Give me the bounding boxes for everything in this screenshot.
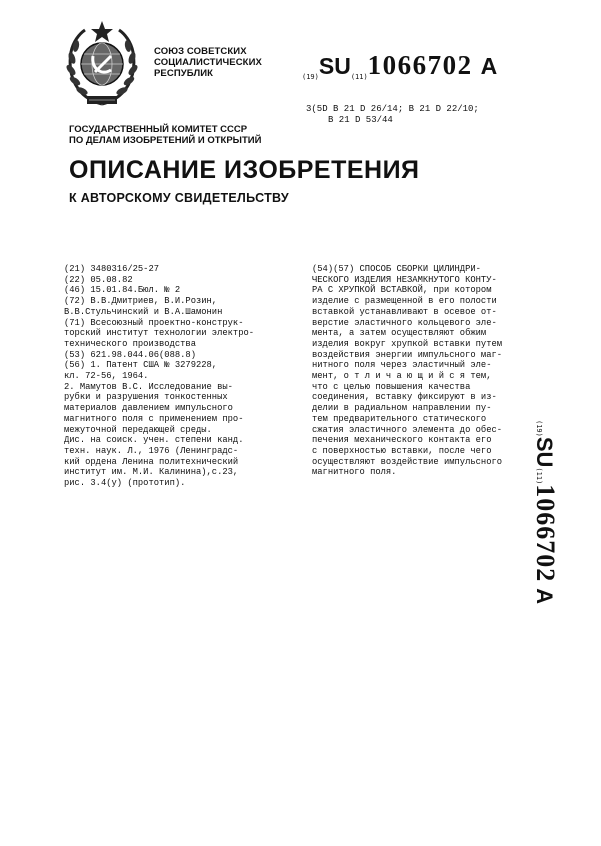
country-code: SU <box>318 53 351 79</box>
text-line: техн. наук. Л., 1976 (Ленинградс- <box>64 445 239 456</box>
text-line: (53) 621.98.044.06(088.8) <box>64 349 196 360</box>
committee-name <box>69 124 261 146</box>
text-line: изделие с размещенной в его полости <box>312 296 497 307</box>
document-title: ОПИСАНИЕ ИЗОБРЕТЕНИЯ <box>69 156 420 184</box>
state-line: СОЮЗ СОВЕТСКИХ <box>154 46 247 57</box>
text-line: с поверхностью вставки, после чего <box>312 445 492 456</box>
text-line: межуточной передающей среды. <box>64 424 212 435</box>
text-line: магнитного поля. <box>312 467 397 478</box>
text-line: соединения, вставку фиксируют в из- <box>312 392 497 403</box>
text-line: Дис. на соиск. учен. степени канд. <box>64 435 244 446</box>
state-name <box>154 46 262 79</box>
text-line: (54)(57) СПОСОБ СБОРКИ ЦИЛИНДРИ- <box>312 264 481 274</box>
text-line: (56) 1. Патент США № 3279228, <box>64 360 218 371</box>
margin-kind-code: A <box>532 588 557 605</box>
publication-number <box>302 50 497 81</box>
text-line: технического производства <box>64 338 196 349</box>
text-line: 2. Мамутов В.С. Исследование вы- <box>64 381 233 392</box>
text-line: верстие эластичного кольцевого эле- <box>312 317 497 328</box>
text-line: (22) 05.08.82 <box>64 274 133 285</box>
text-line: воздействия энергии импульсного маг- <box>312 349 503 360</box>
text-line: институт им. М.И. Калинина),с.23, <box>64 467 239 478</box>
ipc-classification <box>306 104 479 126</box>
text-line: В.В.Стульчинский и В.А.Шамонин <box>64 306 223 317</box>
committee-line: ГОСУДАРСТВЕННЫЙ КОМИТЕТ СССР <box>69 124 248 135</box>
text-line: ЧЕСКОГО ИЗДЕЛИЯ НЕЗАМКНУТОГО КОНТУ- <box>312 274 497 285</box>
text-line: что с целью повышения качества <box>312 381 471 392</box>
ussr-emblem-icon <box>63 18 141 110</box>
text-line: торский институт технологии электро- <box>64 328 255 339</box>
margin-patent-number: 1066702 <box>531 484 560 583</box>
text-line: печения механического контакта его <box>312 435 492 446</box>
bibliographic-data <box>64 264 296 489</box>
text-line: изделия вокруг хрупкой вставки путем <box>312 338 503 349</box>
margin-inid-code-19: (19) <box>535 420 543 437</box>
text-line: материалов давлением импульсного <box>64 403 233 414</box>
text-line: осуществляют воздействие импульсного <box>312 456 503 467</box>
state-line: СОЦИАЛИСТИЧЕСКИХ <box>154 57 262 68</box>
margin-publication-number <box>531 420 570 650</box>
ipc-line: В 21 D 53/44 <box>328 115 393 125</box>
margin-country-code: SU <box>532 436 557 468</box>
text-line: вставкой устанавливают в осевое от- <box>312 306 497 317</box>
text-line: мент, о т л и ч а ю щ и й с я тем, <box>312 371 492 382</box>
margin-inid-code-11: (11) <box>535 467 543 485</box>
text-line: РА С ХРУПКОЙ ВСТАВКОЙ, при котором <box>312 285 492 296</box>
text-line: (21) 3480316/25-27 <box>64 264 160 274</box>
state-line: РЕСПУБЛИК <box>154 68 214 79</box>
ipc-line: 3(5D В 21 D 26/14; В 21 D 22/10; <box>306 104 479 114</box>
text-line: сжатия эластичного элемента до обес- <box>312 424 503 435</box>
inid-code-11: (11) <box>350 73 368 81</box>
text-line: кл. 72-56, 1964. <box>64 371 149 382</box>
text-line: кий ордена Ленина политехнический <box>64 456 239 467</box>
text-line: (71) Всесоюзный проектно-конструк- <box>64 317 244 328</box>
text-line: нитного поля через эластичный эле- <box>312 360 492 371</box>
inid-code-19: (19) <box>302 73 319 81</box>
abstract-text <box>312 264 547 478</box>
text-line: магнитного поля с применением про- <box>64 413 244 424</box>
text-line: мента, а затем осуществляют обжим <box>312 328 487 339</box>
text-line: делии в радиальном направлении пу- <box>312 403 492 414</box>
text-line: рубки и разрушения тонкостенных <box>64 392 228 403</box>
committee-line: ПО ДЕЛАМ ИЗОБРЕТЕНИЙ И ОТКРЫТИЙ <box>69 135 262 146</box>
kind-code: A <box>480 53 498 79</box>
document-subtitle: К АВТОРСКОМУ СВИДЕТЕЛЬСТВУ <box>69 191 289 205</box>
text-line: (46) 15.01.84.Бюл. № 2 <box>64 285 181 296</box>
patent-number: 1066702 <box>367 50 473 80</box>
text-line: (72) В.В.Дмитриев, В.И.Розин, <box>64 296 218 307</box>
text-line: рис. 3.4(у) (прототип). <box>64 478 186 489</box>
text-line: тем предварительного статического <box>312 413 487 424</box>
